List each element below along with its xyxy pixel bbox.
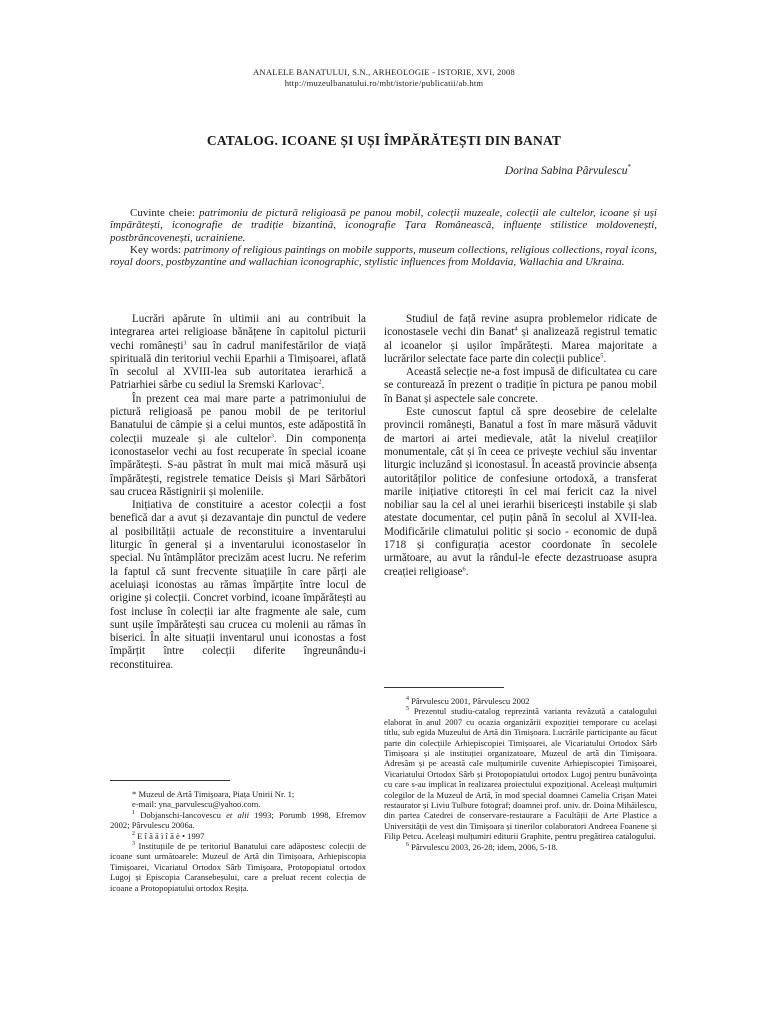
- right-column: [384, 313, 657, 852]
- footnote-email[interactable]: e-mail: yna_parvulescu@yahoo.com.: [132, 799, 261, 810]
- footnote-4: $^4$ Pârvulescu 2001, Pârvulescu 2002: [406, 696, 530, 706]
- author-line: [505, 163, 631, 177]
- keywords-ro-label: Cuvinte cheie:: [130, 207, 196, 219]
- right-footnotes: [384, 667, 657, 852]
- footnote-ref-3[interactable]: 3: [270, 431, 274, 439]
- journal-line: ANALELE BANATULUI, S.N., ARHEOLOGIE - ISTORIE, XVI, 2008: [253, 67, 515, 77]
- left-column: [110, 313, 367, 893]
- left-paragraph-1: Lucrări apărute în ultimii ani au contribuit la integrarea artei religioase bănățene în capitolul picturii vechi românești$^1$ sau în cadrul manifestărilor de viață spirituală din teritoriul vechii Eparhii a Timișoarei, aflată în secolul al XVIII-lea sub autoritatea ierarhică a Patriarhiei sârbe cu sediul la Sremski Karlovac$^2$.: [110, 313, 367, 392]
- footnote-1: $^1$ Dobjanschi-Iancovescu et alii 1993; Porumb 1998, Efremov 2002; Pârvulescu 2006a.: [110, 809, 366, 831]
- footnote-divider: [384, 687, 504, 688]
- author-footnote-mark[interactable]: *: [627, 163, 631, 171]
- right-paragraph-2: Această selecție ne-a fost impusă de dificultatea cu care se conturează în prezent o tradiție în pictura pe panou mobil în Banat și aspectele sale concrete.: [384, 366, 657, 405]
- footnote-ref-1[interactable]: 1: [183, 338, 187, 346]
- footnote-ref-4[interactable]: 4: [514, 325, 518, 333]
- keywords-ro: [110, 207, 657, 244]
- footnote-star: * Muzeul de Artă Timișoara, Piața Unirii Nr. 1;: [132, 789, 295, 799]
- keywords-en-text: patrimony of religious paintings on mobile supports, museum collections, religious collections, royal icons, royal doors, postbyzantine and wallachian iconographic, stylistic influences from Moldavia, Wallachia and Ukraina.: [110, 243, 657, 269]
- footnote-6: $^6$ Pârvulescu 2003, 26-28; idem, 2006, 5-18.: [406, 841, 558, 852]
- right-paragraph-3: Este cunoscut faptul că spre deosebire de celelalte provincii românești, Banatul a fost în mare măsură văduvit de martori ai artei medievale, atât la nivelul creațiilor monumentale, cât și în ceea ce privește vechiul său inventar liturgic incluzând și iconostasul. În această provincie absența autorităților politice de confesiune ortodoxă, a transferat marile inițiative ctitorești în cel mai fericit caz la nivel nobiliar sau la cel al unei ierarhii bisericești instabile și slab atestate documentar, cel puțin până în secolul al XVII-lea. Modificările climatului politic și socio - economic de după 1718 și configurația acestor coordonate în secolele următoare, au avut la rândul-le efecte dezastruoase asupra creației religioase$^6$.: [384, 406, 657, 578]
- left-footnotes: [110, 760, 366, 893]
- keywords-block: [110, 207, 657, 268]
- footnote-ref-6[interactable]: 6: [462, 564, 466, 572]
- article-title: CATALOG. ICOANE ȘI UȘI ÎMPĂRĂTEȘTI DIN BANAT: [206, 133, 562, 148]
- running-header: [0, 67, 768, 89]
- keywords-ro-text: patrimoniu de pictură religioasă pe panou mobil, colecții muzeale, colecții ale cultelor, icoane și uși împărătești, iconografie de tradiție bizantină, iconografie Țara Românească, influențe stilistice moldovenești, postbrâncovenești, ucrainiene.: [110, 207, 657, 244]
- keywords-en: [110, 244, 657, 269]
- keywords-en-label: Key words:: [130, 243, 182, 256]
- footnote-2: $^2$ Ε î ă ă ì î ă è • 1997: [132, 830, 205, 841]
- footnote-ref-5[interactable]: 5: [600, 352, 604, 360]
- left-paragraph-3: Inițiativa de constituire a acestor colecții a fost benefică dar a avut și dezavantaje din punctul de vedere al posibilității actuale de reconstituire a inventarului liturgic în general și a inventarului iconostaselor în special. Nu întâmplător precizăm acest lucru. Ne referim la faptul că sunt frecvente situațiile în care părți ale aceluiași iconostas au rămas împărțite între locul de origine și colecții. Concret vorbind, icoane împărătești au fost incluse în colecții iar alte fragmente ale sale, cum sunt ușile împărătești sau crucea cu molenii au rămas în biserici. În alte situații inventarul unui iconostas a fost împărțit între colecții diferite îngreunându-i reconstituirea.: [110, 499, 366, 671]
- footnote-divider: [110, 780, 230, 781]
- footnote-ref-2[interactable]: 2: [318, 378, 322, 386]
- footnote-5: $^5$ Prezentul studiu-catalog reprezintă varianta revăzută a catalogului elaborat în anul 2007 cu ocazia organizării expoziției temporare cu același titlu, sub egida Muzeului de Artă din Timișoara. Lucrările participante au făcut parte din colecțiile Arhiepiscopiei Timișoarei, ale Vicariatului Ortodox Sârb Timișoara și ale instituției organizatoare, Muzeul de artă din Timișoara. Adresăm și pe această cale mulțumirile cuvenite Arhiepiscopiei Timișoarei, Vicariatului Ortodox Sârb și Protopopiatului ortodox Lugoj pentru bunăvoința cu care s-au implicat în realizarea proiectului expozițional. Aceleași mulțumiri colegilor de la Muzeul de Artă, în mod special doamnei Camelia Crișan Matei restaurator și Liviu Tulbure fotograf; doamnei prof. univ. dr. Doina Mihăilescu, din partea Catedrei de conservare-restaurare a Facultății de Arte Plastice a Universității de vest din Timișoara și tinerilor colaboratori Andreea Foanene și Filip Petcu. Aceleași mulțumiri editurii Graphite, pentru pregătirea catalogului.: [384, 706, 657, 842]
- left-paragraph-2: În prezent cea mai mare parte a patrimoniului de pictură religioasă pe panou mobil de pe teritoriul Banatului de câmpie și a celui muntos, este adăpostită în colecții muzeale și ale cultelor$^3$. Din componența iconostaselor vechi au fost recuperate în special icoane împărătești. S-au păstrat în mult mai mică măsură uși împărătești, registrele tematice Deisis și Mari Sărbători sau crucea Răstignirii și moleniile.: [110, 392, 366, 498]
- journal-url[interactable]: http://muzeulbanatului.ro/mbt/istorie/publicatii/ab.htm: [284, 78, 484, 88]
- author-name: Dorina Sabina Pârvulescu: [504, 164, 628, 177]
- right-paragraph-1: Studiul de față revine asupra problemelor ridicate de iconostasele vechi din Banat$^4$ și analizează registrul tematic al icoanelor și ușilor împărătești. Marea majoritate a lucrărilor selectate face parte din colecții publice$^5$.: [384, 313, 657, 365]
- footnote-3: $^3$ Instituțiile de pe teritoriul Banatului care adăpostesc colecții de icoane sunt următoarele: Muzeul de Artă din Timișoara, Arhiepiscopia Timișoarei, Vicariatul Ortodox Sârb Timișoara, Protopopiatul ortodox Lugoj și Episcopia Caransebeșului, care a preluat recent colecția de icoane a Protopopiatului ortodox Reșița.: [110, 841, 366, 893]
